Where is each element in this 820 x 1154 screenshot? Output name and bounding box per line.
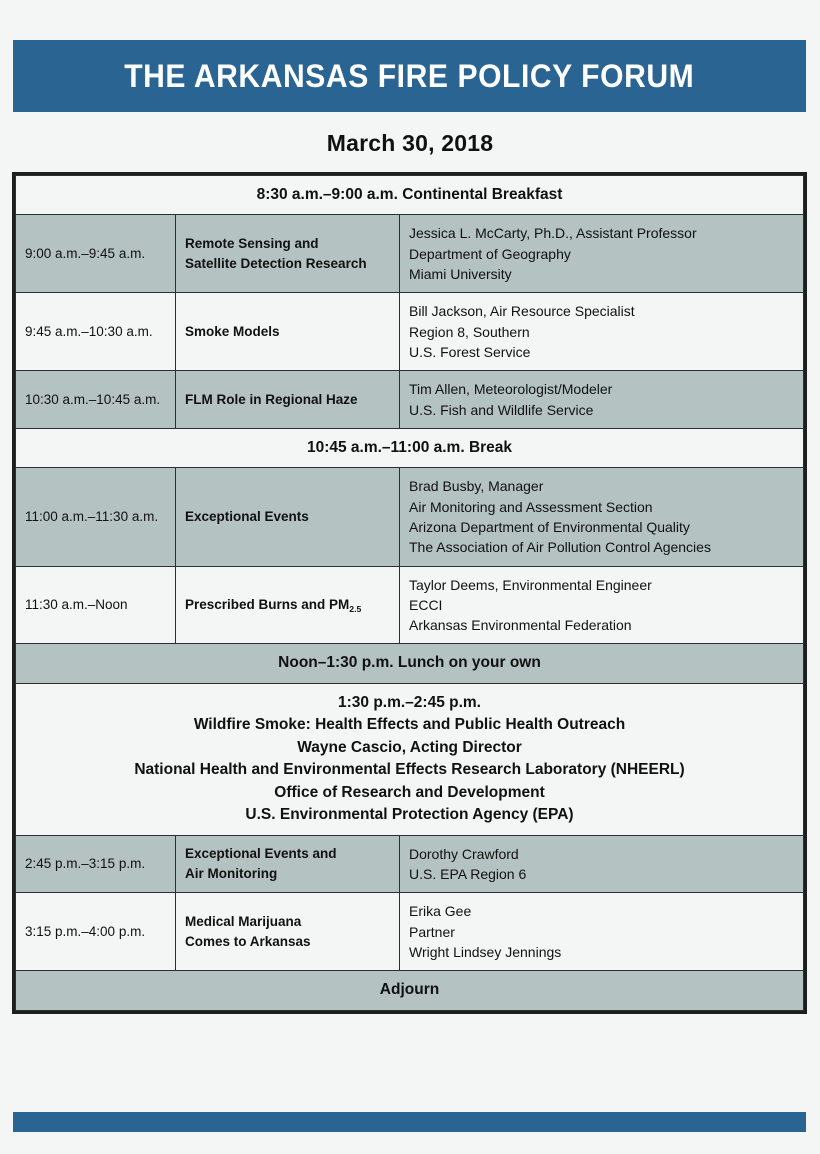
lunch-cell: Noon–1:30 p.m. Lunch on your own xyxy=(16,644,804,683)
session-time: 10:30 a.m.–10:45 a.m. xyxy=(16,371,176,429)
session-topic xyxy=(176,468,400,566)
session-time: 9:00 a.m.–9:45 a.m. xyxy=(16,215,176,293)
agenda-table-container xyxy=(12,172,807,1014)
table-row xyxy=(16,371,804,429)
table-row-keynote xyxy=(16,683,804,835)
session-time: 11:00 a.m.–11:30 a.m. xyxy=(16,468,176,566)
keynote-cell xyxy=(16,683,804,835)
table-row-break xyxy=(16,428,804,467)
speaker-line: Jessica L. McCarty, Ph.D., Assistant Professor xyxy=(409,225,697,242)
session-speaker xyxy=(400,835,804,893)
keynote-line: Wildfire Smoke: Health Effects and Public Health Outreach xyxy=(193,716,626,734)
session-speaker xyxy=(400,468,804,566)
table-row xyxy=(16,468,804,566)
session-topic-line: Satellite Detection Research xyxy=(185,255,367,271)
title-banner xyxy=(13,40,806,112)
session-topic-line: Air Monitoring xyxy=(185,865,278,881)
session-speaker xyxy=(400,293,804,371)
break-cell: 10:45 a.m.–11:00 a.m. Break xyxy=(16,428,804,467)
session-topic xyxy=(176,893,400,971)
session-speaker xyxy=(400,371,804,429)
session-topic-line: Prescribed Burns and PM xyxy=(185,597,350,613)
speaker-line: Erika Gee xyxy=(409,903,472,920)
session-time: 9:45 a.m.–10:30 a.m. xyxy=(16,293,176,371)
page-title: THE ARKANSAS FIRE POLICY FORUM xyxy=(124,58,695,94)
speaker-line: Arkansas Environmental Federation xyxy=(409,617,632,634)
session-speaker xyxy=(400,893,804,971)
keynote-line: National Health and Environmental Effects Research Laboratory (NHEERL) xyxy=(134,761,685,779)
session-topic xyxy=(176,835,400,893)
speaker-line: Tim Allen, Meteorologist/Modeler xyxy=(409,381,613,398)
speaker-line: U.S. Forest Service xyxy=(409,343,531,360)
session-speaker xyxy=(400,566,804,644)
speaker-line: Brad Busby, Manager xyxy=(409,478,544,495)
speaker-line: Arizona Department of Environmental Quality xyxy=(409,518,690,535)
adjourn-cell: Adjourn xyxy=(16,971,804,1010)
table-row xyxy=(16,893,804,971)
speaker-line: Region 8, Southern xyxy=(409,323,530,340)
session-time: 3:15 p.m.–4:00 p.m. xyxy=(16,893,176,971)
speaker-line: The Association of Air Pollution Control Agencies xyxy=(409,539,711,556)
speaker-line: Wright Lindsey Jennings xyxy=(409,943,562,960)
keynote-line: 1:30 p.m.–2:45 p.m. xyxy=(337,693,481,711)
session-topic-line: Exceptional Events and xyxy=(185,846,337,862)
keynote-line: Wayne Cascio, Acting Director xyxy=(297,738,522,756)
session-topic xyxy=(176,566,400,644)
speaker-line: Department of Geography xyxy=(409,245,571,262)
session-topic xyxy=(176,371,400,429)
table-row xyxy=(16,293,804,371)
table-row xyxy=(16,215,804,293)
session-topic-line: Remote Sensing and xyxy=(185,236,319,252)
session-topic-line: Comes to Arkansas xyxy=(185,933,311,949)
keynote-line: U.S. Environmental Protection Agency (EPA) xyxy=(245,806,574,824)
session-topic-line: FLM Role in Regional Haze xyxy=(185,391,358,407)
speaker-line: Bill Jackson, Air Resource Specialist xyxy=(409,303,635,320)
agenda-table xyxy=(15,175,804,1011)
session-time: 2:45 p.m.–3:15 p.m. xyxy=(16,835,176,893)
speaker-line: Air Monitoring and Assessment Section xyxy=(409,498,653,515)
session-topic xyxy=(176,215,400,293)
session-topic xyxy=(176,293,400,371)
speaker-line: Miami University xyxy=(409,266,512,283)
keynote-line: Office of Research and Development xyxy=(274,783,545,801)
session-speaker xyxy=(400,215,804,293)
table-row xyxy=(16,835,804,893)
table-row xyxy=(16,566,804,644)
speaker-line: Taylor Deems, Environmental Engineer xyxy=(409,576,652,593)
table-row-adjourn xyxy=(16,971,804,1010)
session-topic-line: Smoke Models xyxy=(185,324,280,340)
breakfast-cell: 8:30 a.m.–9:00 a.m. Continental Breakfast xyxy=(16,176,804,215)
table-row-breakfast xyxy=(16,176,804,215)
session-topic-line: Medical Marijuana xyxy=(185,914,302,930)
footer-bar xyxy=(13,1112,806,1132)
speaker-line: Dorothy Crawford xyxy=(409,845,519,862)
event-date: March 30, 2018 xyxy=(326,130,494,156)
speaker-line: U.S. EPA Region 6 xyxy=(409,865,527,882)
speaker-line: U.S. Fish and Wildlife Service xyxy=(409,401,594,418)
speaker-line: Partner xyxy=(409,923,455,940)
speaker-line: ECCI xyxy=(409,596,443,613)
table-row-lunch xyxy=(16,644,804,683)
session-time: 11:30 a.m.–Noon xyxy=(16,566,176,644)
pm-subscript: 2.5 xyxy=(349,603,362,614)
session-topic-line: Exceptional Events xyxy=(185,509,309,525)
